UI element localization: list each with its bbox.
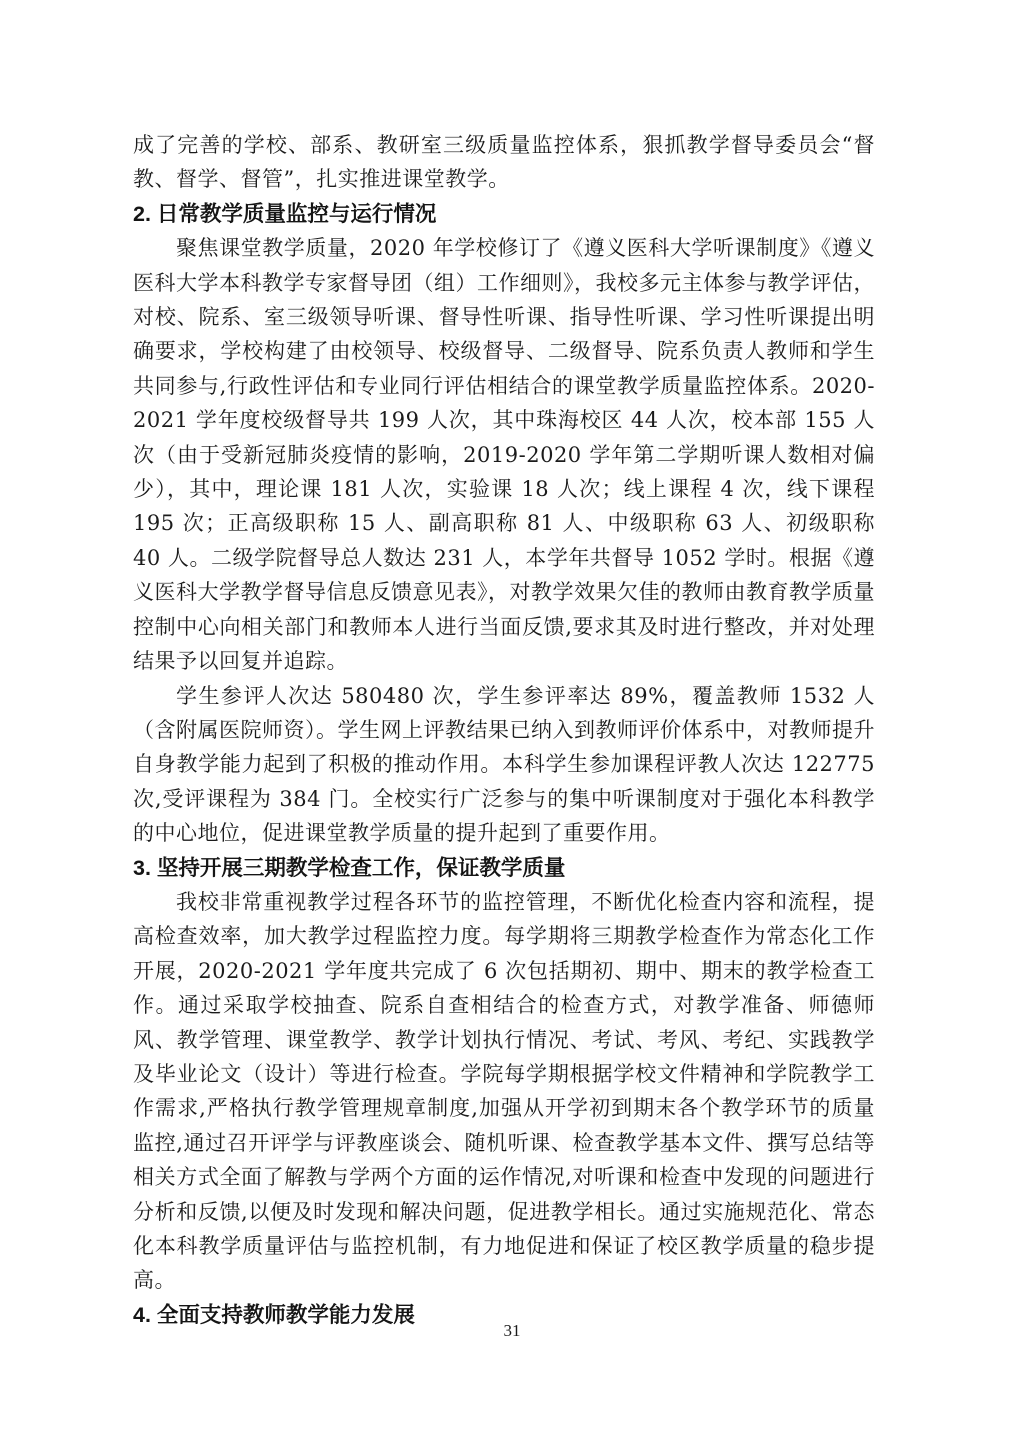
paragraph-student-evaluation: 学生参评人次达 580480 次，学生参评率达 89%，覆盖教师 1532 人（含附属医院师资）。学生网上评教结果已纳入到教师评价体系中，对教师提升自身教学能力起到了积极的推动作用。本科学生参加课程评教人次达 122775 次,受评课程为 384 门。全校实行广泛参与的集中听课制度对于强化本科教学的中心地位，促进课堂教学质量的提升起到了重要作用。 <box>133 683 875 846</box>
page-number: 31 <box>503 1321 521 1340</box>
paragraph-classroom-supervision: 聚焦课堂教学质量，2020 年学校修订了《遵义医科大学听课制度》《遵义医科大学本科教学专家督导团（组）工作细则》，我校多元主体参与教学评估，对校、院系、室三级领导听课、督导性听课、指导性听课、学习性听课提出明确要求，学校构建了由校领导、校级督导、二级督导、院系负责人教师和学生共同参与,行政性评估和专业同行评估相结合的课堂教学质量监控体系。2020-2021 学年度校级督导共 199 人次，其中珠海校区 44 人次，校本部 155 人次（由于受新冠肺炎疫情的影响，2019-2020 学年第二学期听课人数相对偏少），其中，理论课 181 人次，实验课 18 人次；线上课程 4 次，线下课程 195 次；正高级职称 15 人、副高职称 81 人、中级职称 63 人、初级职称 40 人。二级学院督导总人数达 231 人，本学年共督导 1052 学时。根据《遵义医科大学教学督导信息反馈意见表》，对教学效果欠佳的教师由教育教学质量控制中心向相关部门和教师本人进行当面反馈,要求其及时进行整改，并对处理结果予以回复并追踪。 <box>133 236 875 674</box>
section-heading-three-phase-inspection: 3. 坚持开展三期教学检查工作，保证教学质量 <box>133 855 566 880</box>
paragraph-teaching-inspection: 我校非常重视教学过程各环节的监控管理，不断优化检查内容和流程，提高检查效率，加大教学过程监控力度。每学期将三期教学检查作为常态化工作开展，2020-2021 学年度共完成了 6 次包括期初、期中、期末的教学检查工作。通过采取学校抽查、院系自查相结合的检查方式，对教学准备、师德师风、教学管理、课堂教学、教学计划执行情况、考试、考风、考纪、实践教学及毕业论文（设计）等进行检查。学院每学期根据学校文件精神和学院教学工作需求,严格执行教学管理规章制度,加强从开学初到期末各个教学环节的质量监控,通过召开评学与评教座谈会、随机听课、检查教学基本文件、撰写总结等相关方式全面了解教与学两个方面的运作情况,对听课和检查中发现的问题进行分析和反馈,以便及时发现和解决问题，促进教学相长。通过实施规范化、常态化本科教学质量评估与监控机制，有力地促进和保证了校区教学质量的稳步提高。 <box>133 889 875 1293</box>
paragraph-continuation: 成了完善的学校、部系、教研室三级质量监控体系，狠抓教学督导委员会“督教、督学、督管”，扎实推进课堂教学。 <box>133 133 875 192</box>
section-heading-daily-quality-monitoring: 2. 日常教学质量监控与运行情况 <box>133 201 437 226</box>
page-content <box>133 128 875 1332</box>
section-heading-teacher-development: 4. 全面支持教师教学能力发展 <box>133 1302 415 1327</box>
